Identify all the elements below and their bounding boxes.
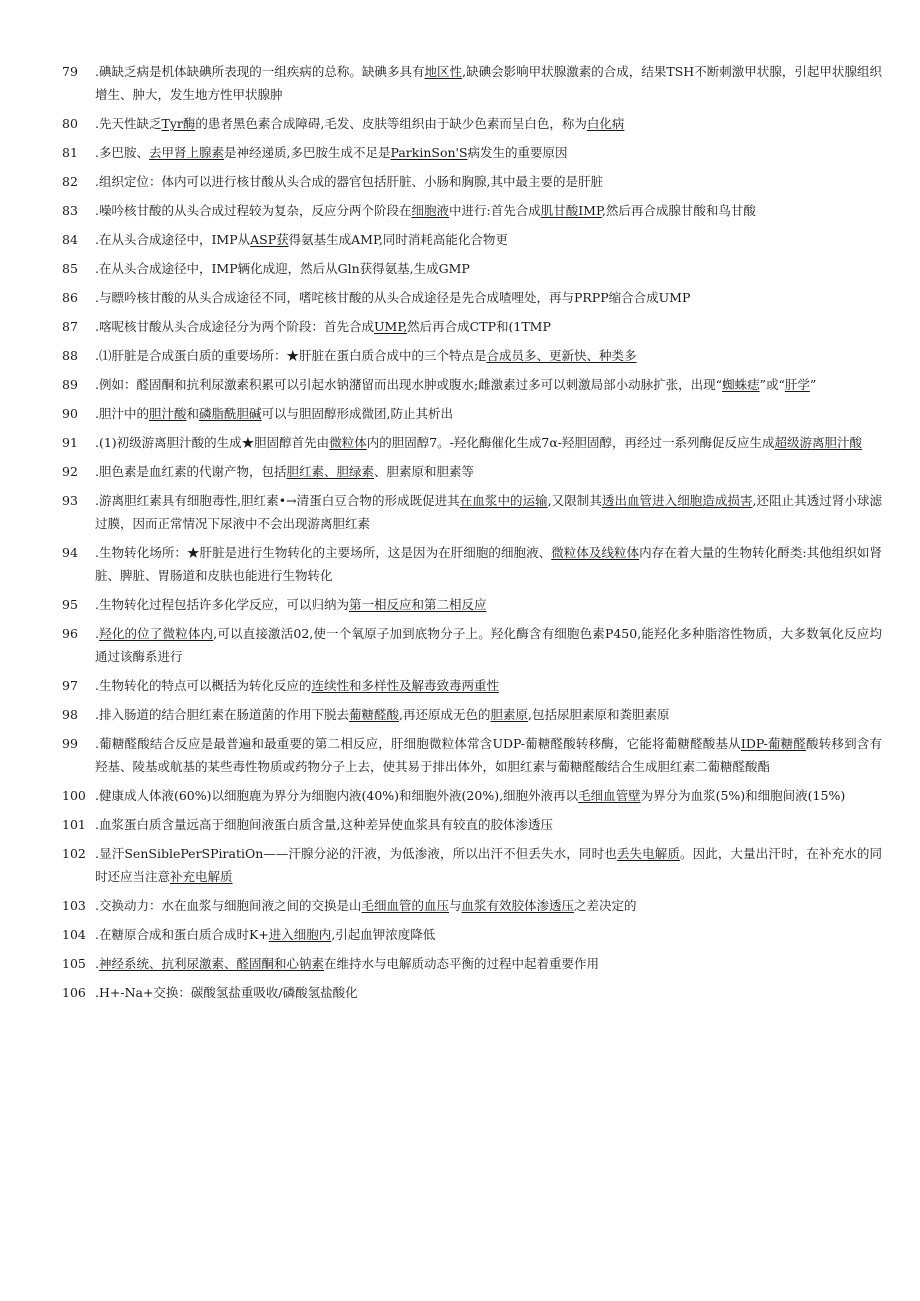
text-segment: 可以与胆固醇形成微团,防止其析出 [261,406,454,421]
underlined-term: 细胞液 [411,203,449,218]
item-text [95,784,882,807]
item-number: 92 [62,464,78,479]
underlined-term: 肝学 [784,377,810,392]
text-segment: .胆色素是血红素的代谢产物，包括 [95,464,287,479]
text-segment: .组织定位：体内可以进行核甘酸从头合成的器官包括肝脏、小肠和胸腺,其中最主要的是肝脏 [95,174,603,189]
item-text [95,981,882,1004]
item-number: 100 [62,788,86,803]
underlined-term: 毛细血管壁 [578,788,641,803]
text-segment: .排入肠道的结合胆红素在肠道菌的作用下脱去 [95,707,349,722]
item-number: 88 [62,348,78,363]
item-text [95,60,882,106]
underlined-term: 地区性 [424,64,463,79]
text-segment: ,缺碘会影响甲状腺激素的合成，结果TSH不断刺激甲状腺，引起甲状腺组织增生、肿大，发生地方性甲状腺肿 [95,64,882,102]
list-item [62,431,882,454]
text-segment: .与瞟吟核甘酸的从头合成途径不同，嗜咤核甘酸的从头合成途径是先合成喳哩处，再与PRPP缩合合成UMP [95,290,691,305]
text-segment: 与 [449,898,462,913]
item-text [95,674,882,697]
underlined-term: 蜘蛛痣 [722,377,760,392]
text-segment: 病发生的重要原因 [467,145,568,160]
text-segment: ,还阻止其透过肾小球滤过膜，因而正常情况下尿液中不会出现游离胆红素 [95,493,882,531]
list-item [62,813,882,836]
item-number: 89 [62,377,78,392]
text-segment: 是神经递质,多巴胺生成不足是 [224,145,391,160]
text-segment: ,再还原成无色的 [399,707,491,722]
item-number: 102 [62,846,86,861]
text-segment: 酸转移到含有羟基、陵基或航基的某些毒性物质或药物分子上去，使其易于排出体外，如胆红素与葡糖醛酸结合生成胆红素二葡糖醛酸酯 [95,736,882,774]
underlined-term: 进入细胞内 [268,927,332,942]
text-segment: .噪吟核甘酸的从头合成过程较为复杂，反应分两个阶段在 [95,203,412,218]
item-number: 104 [62,927,86,942]
item-number: 79 [62,64,78,79]
text-segment: 在维持水与电解质动态平衡的过程中起着重要作用 [324,956,600,971]
item-text [95,460,882,483]
item-text [95,199,882,222]
text-segment: 和 [186,406,200,421]
underlined-term: 葡糖醛酸 [348,707,399,722]
item-text [95,315,882,338]
item-number: 81 [62,145,78,160]
text-segment: .⑴肝脏是合成蛋白质的重要场所：★肝脏在蛋白质合成中的三个特点是 [95,348,487,363]
item-text [95,489,882,535]
list-item [62,784,882,807]
list-item [62,923,882,946]
underlined-term: ParkinSon'S [390,145,468,160]
text-segment: 内存在着大量的生物转化酹类:其他组织如肾脏、脾脏、胃肠道和皮肤也能进行生物转化 [95,545,882,583]
text-segment: .例如：醛固酮和抗利尿激素积累可以引起水钠潴留而出现水肿或腹水;雌激素过多可以刺激局部小动脉扩张，出现“ [95,377,723,392]
underlined-term: 胆红素、胆绿素 [286,464,374,479]
underlined-term: 神经系统、抗利尿激素、醛固酮和心钠素 [98,956,324,971]
text-segment: ,然后再合成腺甘酸和鸟甘酸 [601,203,756,218]
list-item [62,674,882,697]
text-segment: .葡糖醛酸结合反应是最普遍和最重要的第二相反应，肝细胞微粒体常含UDP-葡糖醛酸转移酶，它能将葡糖醛酸基从 [95,736,741,751]
item-text [95,228,882,251]
item-number: 93 [62,493,78,508]
item-text [95,344,882,367]
list-item [62,489,882,535]
item-text [95,842,882,888]
underlined-term: 超级游离胆汁酸 [774,435,863,450]
item-number: 101 [62,817,86,832]
underlined-term: 微粒体 [329,435,367,450]
numbered-note-list [62,60,882,1010]
item-text [95,170,882,193]
list-item [62,593,882,616]
text-segment: .H+-Na+交换：碳酸氢盐重吸收/磷酸氢盐酸化 [95,985,358,1000]
underlined-term: Tyr酶 [161,116,196,131]
text-segment: .游离胆红素具有细胞毒性,胆红素•→清蛋白豆合物的形成既促进其 [95,493,460,508]
text-segment: .多巴胺、 [95,145,149,160]
text-segment: .在从头合成途径中，IMP辆化成迎，然后从Gln获得氨基,生成GMP [95,261,470,276]
underlined-term: 胆汁酸 [148,406,187,421]
list-item [62,894,882,917]
item-number: 80 [62,116,78,131]
underlined-term: 透出血管进入细胞造成损害 [601,493,753,508]
text-segment: 然后再合成CTP和(1TMP [407,319,551,334]
item-number: 96 [62,626,78,641]
item-text [95,703,882,726]
list-item [62,257,882,280]
text-segment: 之差决定的 [574,898,637,913]
text-segment: .在从头合成途径中，IMP从 [95,232,251,247]
underlined-term: 丢失电解质 [616,846,681,861]
item-text [95,923,882,946]
underlined-term: 肌甘酸IMP [540,203,602,218]
text-segment: .碘缺乏病是机体缺碘所表现的一组疾病的总称。缺碘多具有 [95,64,425,79]
list-item [62,141,882,164]
text-segment: ” [809,377,817,392]
list-item [62,402,882,425]
text-segment: .生物转化场所：★肝脏是进行生物转化的主要场所，这是因为在肝细胞的细胞液、 [95,545,552,560]
text-segment: ,可以直接激活02,使一个氧原子加到底物分子上。羟化酶含有细胞色素P450,能羟化多种脂溶性物质，大多数氧化反应均通过该酶系进行 [95,626,882,664]
list-item [62,460,882,483]
underlined-term: 羟化的位了微粒体内 [98,626,214,641]
item-text [95,732,882,778]
underlined-term: 第一相反应和第二相反应 [348,597,487,612]
list-item [62,286,882,309]
item-number: 90 [62,406,78,421]
text-segment: .显汗SenSiblePerSPiratiOn——汗腺分泌的汗液，为低渗液，所以出汗不但丢失水，同时也 [95,846,617,861]
underlined-term: UMP, [373,319,408,334]
list-item [62,541,882,587]
item-number: 103 [62,898,86,913]
item-text [95,286,882,309]
text-segment: . [95,956,99,971]
underlined-term: 补充电解质 [170,869,233,884]
list-item [62,199,882,222]
text-segment: 中进行:首先合成 [449,203,541,218]
list-item [62,112,882,135]
text-segment: .血浆蛋白质含量远高于细胞间液蛋白质含量,这种差异使血浆具有较直的胶体渗透压 [95,817,553,832]
underlined-term: 血浆有效胶体渗透压 [461,898,575,913]
item-text [95,593,882,616]
text-segment: .生物转化过程包括许多化学反应，可以归纳为 [95,597,349,612]
list-item [62,373,882,396]
item-text [95,541,882,587]
text-segment: .健康成人体液(60%)以细胞鹿为界分为细胞内液(40%)和细胞外液(20%),细胞外液再以 [95,788,579,803]
text-segment: .胆汁中的 [95,406,149,421]
item-number: 82 [62,174,78,189]
text-segment: .先天性缺乏 [95,116,162,131]
underlined-term: IDP-葡糖醛 [740,736,807,751]
text-segment: .(1)初级游离胆汁酸的生成★胆固醇首先由 [95,435,330,450]
list-item [62,703,882,726]
text-segment: .喀呢核甘酸从头合成途径分为两个阶段：首先合成 [95,319,374,334]
text-segment: 、胆素原和胆素等 [374,464,475,479]
item-number: 94 [62,545,78,560]
underlined-term: 在血浆中的运输 [459,493,548,508]
item-number: 99 [62,736,78,751]
text-segment: ,又限制其 [547,493,602,508]
list-item [62,952,882,975]
underlined-term: 合成员多、更新快、种类多 [486,348,637,363]
item-number: 91 [62,435,78,450]
item-text [95,373,882,396]
item-number: 95 [62,597,78,612]
item-text [95,894,882,917]
item-text [95,257,882,280]
text-segment: .生物转化的特点可以概括为转化反应的 [95,678,312,693]
text-segment: . [95,626,99,641]
list-item [62,842,882,888]
item-number: 85 [62,261,78,276]
list-item [62,228,882,251]
item-number: 106 [62,985,86,1000]
item-number: 84 [62,232,78,247]
text-segment: .在糖原合成和蛋白质合成时K+ [95,927,269,942]
underlined-term: ASP获 [250,232,289,247]
text-segment: 内的胆固醇7。-羟化酶催化生成7α-羟胆固醇，再经过一系列酶促反应生成 [366,435,775,450]
underlined-term: 磷脂酰胆碱 [199,406,262,421]
underlined-term: 连续性和多样性及解毒致毒两重性 [311,678,499,693]
text-segment: 。因此，大量出汗时，在补充水的同时还应当注意 [95,846,882,884]
item-number: 105 [62,956,86,971]
text-segment: ,包括尿胆素原和粪胆素原 [528,707,670,722]
list-item [62,732,882,778]
item-number: 97 [62,678,78,693]
underlined-term: 微粒体及线粒体 [551,545,640,560]
item-text [95,431,882,454]
item-text [95,813,882,836]
text-segment: 为界分为血浆(5%)和细胞间液(15%) [640,788,846,803]
text-segment: 得氨基生成AMP,同时消耗高能化合物更 [288,232,508,247]
list-item [62,170,882,193]
list-item [62,60,882,106]
item-text [95,622,882,668]
list-item [62,344,882,367]
text-segment: .交换动力：水在血浆与细胞间液之间的交换是山 [95,898,362,913]
item-number: 83 [62,203,78,218]
item-text [95,402,882,425]
item-text [95,112,882,135]
item-text [95,141,882,164]
item-number: 87 [62,319,78,334]
text-segment: 的患者黑色素合成障碍,毛发、皮肤等组织由于缺少色素而呈白色，称为 [195,116,587,131]
item-text [95,952,882,975]
list-item [62,981,882,1004]
underlined-term: 去甲肾上腺素 [148,145,224,160]
list-item [62,622,882,668]
underlined-term: 白化病 [586,116,625,131]
item-number: 86 [62,290,78,305]
underlined-term: 胆素原 [490,707,528,722]
item-number: 98 [62,707,78,722]
text-segment: ,引起血钾浓度降低 [331,927,436,942]
underlined-term: 毛细血管的血压 [361,898,449,913]
text-segment: ”或“ [759,377,785,392]
list-item [62,315,882,338]
